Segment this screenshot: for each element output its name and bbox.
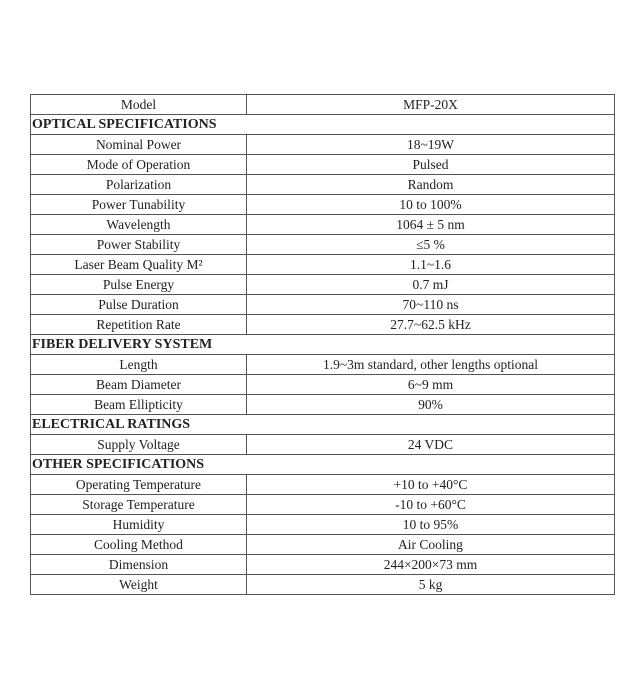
spec-value: 10 to 95% bbox=[247, 515, 615, 535]
table-row bbox=[31, 275, 615, 295]
spec-label: Supply Voltage bbox=[31, 435, 247, 455]
spec-label: Storage Temperature bbox=[31, 495, 247, 515]
section-title: FIBER DELIVERY SYSTEM bbox=[31, 335, 615, 355]
spec-label: Length bbox=[31, 355, 247, 375]
table-row bbox=[31, 555, 615, 575]
spec-label: Power Tunability bbox=[31, 195, 247, 215]
table-row bbox=[31, 255, 615, 275]
section-header-row bbox=[31, 335, 615, 355]
spec-label: Cooling Method bbox=[31, 535, 247, 555]
spec-label: Mode of Operation bbox=[31, 155, 247, 175]
table-row-model bbox=[31, 95, 615, 115]
spec-value: 10 to 100% bbox=[247, 195, 615, 215]
spec-value: 244×200×73 mm bbox=[247, 555, 615, 575]
spec-label: Laser Beam Quality M² bbox=[31, 255, 247, 275]
spec-value: 1.9~3m standard, other lengths optional bbox=[247, 355, 615, 375]
table-row bbox=[31, 175, 615, 195]
table-row bbox=[31, 155, 615, 175]
spec-label: Nominal Power bbox=[31, 135, 247, 155]
spec-label: Operating Temperature bbox=[31, 475, 247, 495]
spec-value: 5 kg bbox=[247, 575, 615, 595]
table-row bbox=[31, 215, 615, 235]
spec-table-body bbox=[31, 95, 615, 595]
spec-label: Power Stability bbox=[31, 235, 247, 255]
table-row bbox=[31, 235, 615, 255]
spec-value: 1.1~1.6 bbox=[247, 255, 615, 275]
table-row bbox=[31, 315, 615, 335]
spec-value: Pulsed bbox=[247, 155, 615, 175]
spec-label: Weight bbox=[31, 575, 247, 595]
spec-label: Pulse Energy bbox=[31, 275, 247, 295]
table-row bbox=[31, 395, 615, 415]
spec-value: 70~110 ns bbox=[247, 295, 615, 315]
spec-label: Dimension bbox=[31, 555, 247, 575]
table-row bbox=[31, 475, 615, 495]
spec-label: Beam Ellipticity bbox=[31, 395, 247, 415]
section-header-row bbox=[31, 415, 615, 435]
section-title: ELECTRICAL RATINGS bbox=[31, 415, 615, 435]
spec-value: 1064 ± 5 nm bbox=[247, 215, 615, 235]
table-row bbox=[31, 515, 615, 535]
section-header-row bbox=[31, 115, 615, 135]
spec-value: +10 to +40°C bbox=[247, 475, 615, 495]
spec-value: 27.7~62.5 kHz bbox=[247, 315, 615, 335]
table-row bbox=[31, 535, 615, 555]
table-row bbox=[31, 295, 615, 315]
spec-label: Beam Diameter bbox=[31, 375, 247, 395]
table-row bbox=[31, 435, 615, 455]
section-header-row bbox=[31, 455, 615, 475]
table-row bbox=[31, 495, 615, 515]
spec-label: Repetition Rate bbox=[31, 315, 247, 335]
spec-value: 18~19W bbox=[247, 135, 615, 155]
table-row bbox=[31, 135, 615, 155]
section-title: OPTICAL SPECIFICATIONS bbox=[31, 115, 615, 135]
spec-label: Wavelength bbox=[31, 215, 247, 235]
spec-value: ≤5 % bbox=[247, 235, 615, 255]
table-row bbox=[31, 355, 615, 375]
spec-label: Polarization bbox=[31, 175, 247, 195]
table-row bbox=[31, 195, 615, 215]
table-row bbox=[31, 575, 615, 595]
table-row bbox=[31, 375, 615, 395]
section-title: OTHER SPECIFICATIONS bbox=[31, 455, 615, 475]
spec-value: 0.7 mJ bbox=[247, 275, 615, 295]
spec-table bbox=[30, 94, 615, 595]
spec-value: 24 VDC bbox=[247, 435, 615, 455]
spec-value: 90% bbox=[247, 395, 615, 415]
model-value: MFP-20X bbox=[247, 95, 615, 115]
spec-value: 6~9 mm bbox=[247, 375, 615, 395]
spec-value: Air Cooling bbox=[247, 535, 615, 555]
spec-label: Pulse Duration bbox=[31, 295, 247, 315]
spec-label: Humidity bbox=[31, 515, 247, 535]
model-label: Model bbox=[31, 95, 247, 115]
spec-value: Random bbox=[247, 175, 615, 195]
spec-value: -10 to +60°C bbox=[247, 495, 615, 515]
